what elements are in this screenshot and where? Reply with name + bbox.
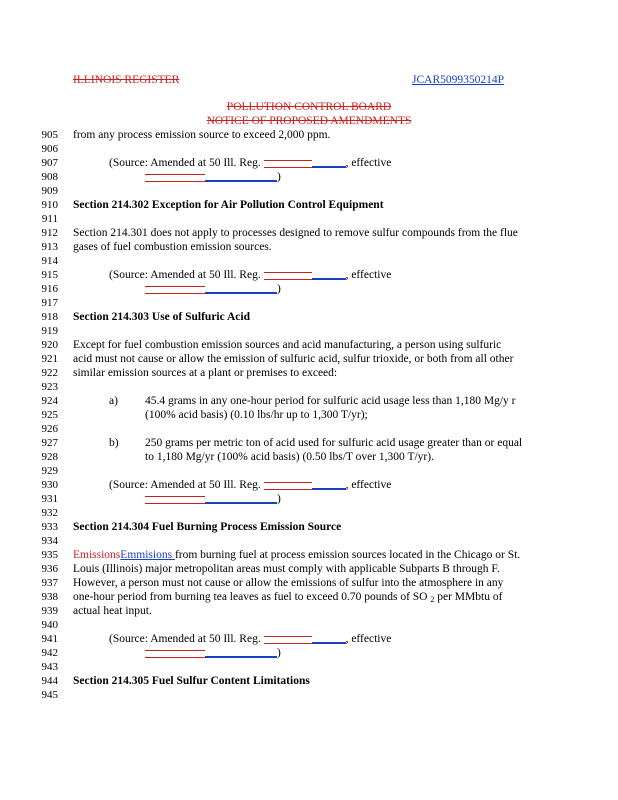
line-number: 921 (41, 353, 58, 365)
source-note-date (145, 170, 281, 184)
line-number: 910 (41, 199, 58, 211)
inserted-blank (312, 277, 346, 280)
line-number: 943 (41, 661, 58, 673)
inserted-word: Emmisions (120, 549, 175, 561)
line-number: 927 (41, 437, 58, 449)
line-number: 938 (41, 591, 58, 603)
source-note-date (145, 646, 281, 660)
line-number: 933 (41, 521, 58, 533)
line-number: 919 (41, 325, 58, 337)
line-number: 935 (41, 549, 58, 561)
line-number: 934 (41, 535, 58, 547)
line-number: 930 (41, 479, 58, 491)
body-text: similar emission sources at a plant or premises to exceed: (73, 367, 338, 379)
inserted-blank (205, 179, 277, 182)
subscript: 2 (430, 595, 435, 604)
line-number: 908 (41, 171, 58, 183)
source-note (109, 156, 391, 170)
line-number: 906 (41, 143, 58, 155)
register-title: ILLINOIS REGISTER (73, 74, 180, 86)
deleted-blank (145, 650, 205, 658)
source-effective: , effective (345, 157, 392, 169)
deleted-blank (264, 160, 312, 168)
inserted-blank (205, 655, 277, 658)
close-paren: ) (277, 647, 281, 659)
source-note (109, 268, 391, 282)
line-number: 929 (41, 465, 58, 477)
body-text: Louis (Illinois) major metropolitan areas must comply with applicable Subparts B through F. (73, 563, 500, 575)
line-number: 918 (41, 311, 58, 323)
deleted-blank (145, 496, 205, 504)
line-number: 940 (41, 619, 58, 631)
line-number: 924 (41, 395, 58, 407)
deleted-blank (264, 272, 312, 280)
close-paren: ) (277, 493, 281, 505)
body-text-rest: from burning fuel at process emission sources located in the Chicago or St. (174, 549, 521, 561)
section-heading-214-302: Section 214.302 Exception for Air Pollution Control Equipment (73, 199, 384, 211)
item-a-text: (100% acid basis) (0.10 lbs/hr up to 1,300 T/yr); (145, 409, 368, 421)
line-number: 944 (41, 675, 58, 687)
line-number: 915 (41, 269, 58, 281)
line-number: 920 (41, 339, 58, 351)
body-text: acid must not cause or allow the emission of sulfuric acid, sulfur trioxide, or both from all other (73, 353, 514, 365)
source-effective: , effective (345, 633, 392, 645)
line-number: 939 (41, 605, 58, 617)
line-number: 916 (41, 283, 58, 295)
body-text-part: per MMbtu of (434, 591, 503, 603)
section-heading-214-303: Section 214.303 Use of Sulfuric Acid (73, 311, 250, 323)
source-note (109, 478, 391, 492)
line-number: 922 (41, 367, 58, 379)
board-name: POLLUTION CONTROL BOARD (226, 101, 392, 113)
line-number: 942 (41, 647, 58, 659)
source-prefix: (Source: Amended at 50 Ill. Reg. (109, 479, 261, 491)
item-a-label: a) (109, 395, 118, 407)
deleted-blank (145, 286, 205, 294)
body-text: However, a person must not cause or allow the emissions of sulfur into the atmosphere in any (73, 577, 504, 589)
source-effective: , effective (345, 269, 392, 281)
item-a-text: 45.4 grams in any one-hour period for sulfuric acid usage less than 1,180 Mg/y r (145, 395, 516, 407)
deleted-blank (264, 482, 312, 490)
jcar-code: JCAR5099350214P (412, 74, 505, 86)
item-b-label: b) (109, 437, 119, 449)
body-text-part: one-hour period from burning tea leaves as fuel to exceed 0.70 pounds of SO (73, 591, 431, 603)
line-number: 932 (41, 507, 58, 519)
item-b-text: to 1,180 Mg/yr (100% acid basis) (0.50 lbs/T over 1,300 T/yr). (145, 451, 434, 463)
notice-title: NOTICE OF PROPOSED AMENDMENTS (206, 115, 412, 127)
close-paren: ) (277, 283, 281, 295)
line-number: 905 (41, 129, 58, 141)
section-heading-214-304: Section 214.304 Fuel Burning Process Emission Source (73, 521, 342, 533)
source-effective: , effective (345, 479, 392, 491)
section-heading-214-305: Section 214.305 Fuel Sulfur Content Limitations (73, 675, 310, 687)
body-text: Section 214.301 does not apply to processes designed to remove sulfur compounds from the flue (73, 227, 518, 239)
line-number: 936 (41, 563, 58, 575)
line-number: 926 (41, 423, 58, 435)
line-number: 909 (41, 185, 58, 197)
source-prefix: (Source: Amended at 50 Ill. Reg. (109, 633, 261, 645)
line-number: 923 (41, 381, 58, 393)
line-number: 931 (41, 493, 58, 505)
line-number: 941 (41, 633, 58, 645)
body-text: gases of fuel combustion emission sources. (73, 241, 272, 253)
inserted-blank (312, 487, 346, 490)
line-number: 925 (41, 409, 58, 421)
source-prefix: (Source: Amended at 50 Ill. Reg. (109, 269, 261, 281)
inserted-blank (205, 291, 277, 294)
line-number: 917 (41, 297, 58, 309)
deleted-blank (264, 636, 312, 644)
inserted-blank (312, 641, 346, 644)
line-number: 913 (41, 241, 58, 253)
source-note-date (145, 282, 281, 296)
line-number: 937 (41, 577, 58, 589)
inserted-blank (312, 165, 346, 168)
line-number: 911 (41, 213, 58, 225)
line-number: 928 (41, 451, 58, 463)
deleted-blank (145, 174, 205, 182)
deleted-word: Emissions (73, 549, 121, 561)
line-number: 914 (41, 255, 58, 267)
line-number: 945 (41, 689, 58, 701)
close-paren: ) (277, 171, 281, 183)
source-note (109, 632, 391, 646)
line-number: 907 (41, 157, 58, 169)
body-text: from any process emission source to exceed 2,000 ppm. (73, 129, 331, 141)
body-text: Except for fuel combustion emission sources and acid manufacturing, a person using sulfuric (73, 339, 502, 351)
source-prefix: (Source: Amended at 50 Ill. Reg. (109, 157, 261, 169)
source-note-date (145, 492, 281, 506)
line-number: 912 (41, 227, 58, 239)
item-b-text: 250 grams per metric ton of acid used for sulfuric acid usage greater than or equal (145, 437, 523, 449)
body-text (73, 548, 520, 562)
inserted-blank (205, 501, 277, 504)
body-text: actual heat input. (73, 605, 152, 617)
